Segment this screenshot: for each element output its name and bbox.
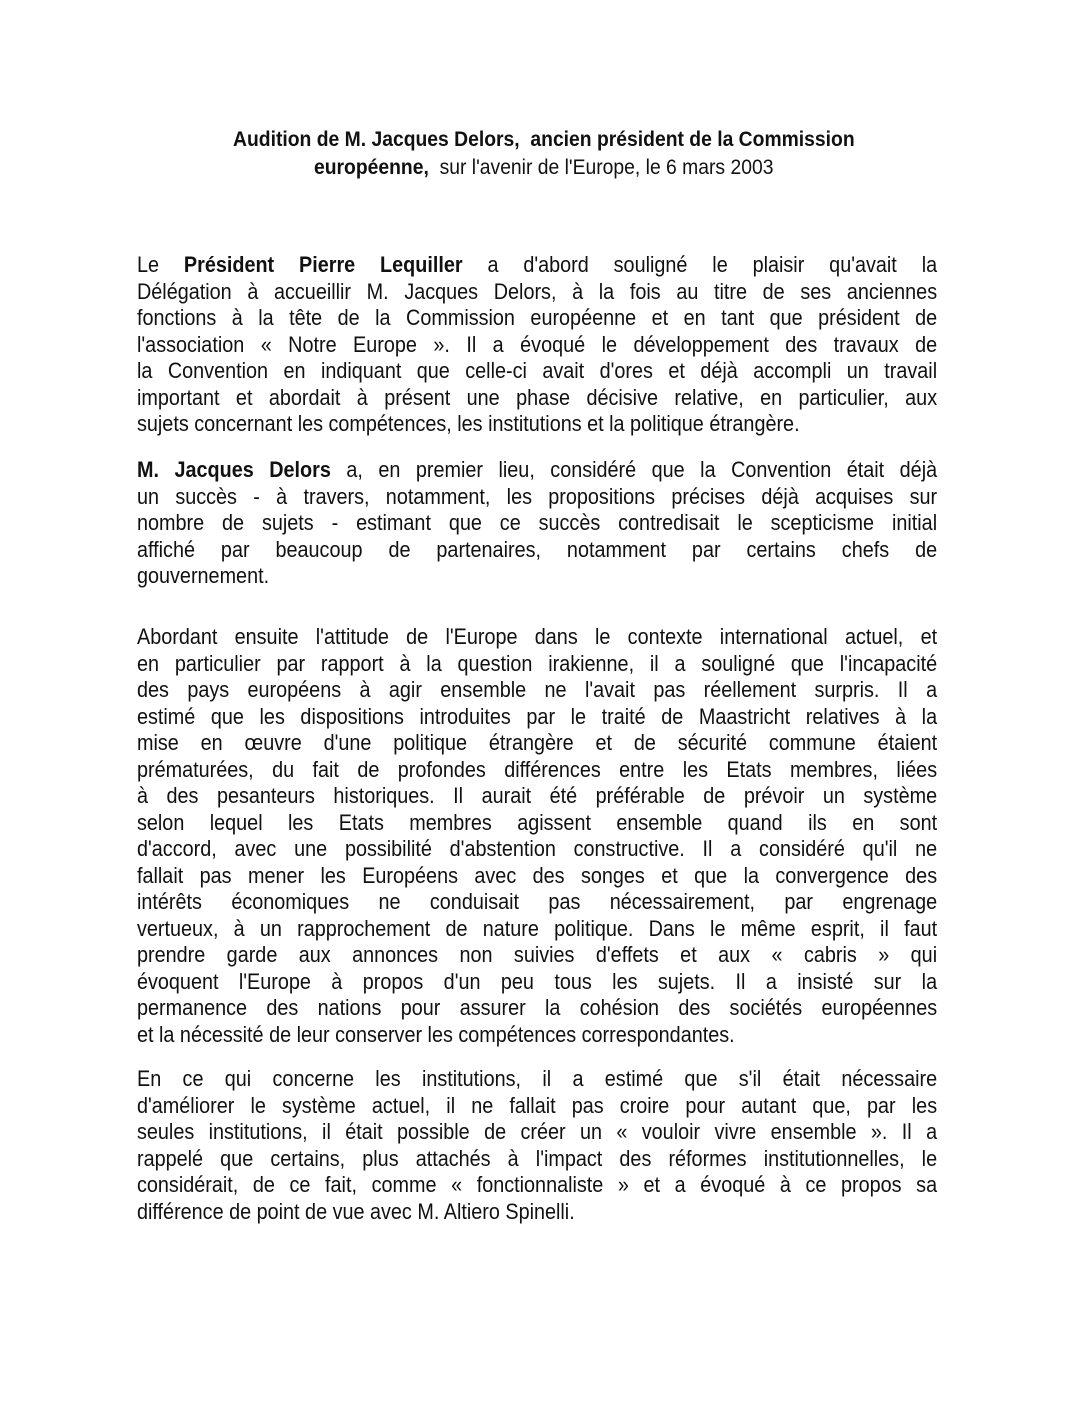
text-segment: selon lequel les Etats membres agissent ensemble quand ils en sont bbox=[137, 809, 938, 835]
text-line bbox=[137, 1146, 937, 1173]
text-segment: gouvernement. bbox=[137, 563, 270, 588]
text-segment: d'améliorer le système actuel, il ne fallait pas croire pour autant que, par les bbox=[137, 1092, 938, 1118]
text-segment: a, en premier lieu, considéré que la Convention était déjà bbox=[330, 457, 938, 482]
text-segment: différence de point de vue avec M. Altiero Spinelli. bbox=[137, 1198, 575, 1224]
text-line bbox=[137, 279, 937, 306]
text-line bbox=[137, 889, 937, 916]
text-line bbox=[137, 332, 937, 359]
text-segment: évoquent l'Europe à propos d'un peu tous les sujets. Il a insisté sur la bbox=[137, 968, 938, 994]
text-line bbox=[137, 1093, 937, 1120]
text-segment: Le bbox=[137, 252, 184, 277]
text-line bbox=[137, 704, 937, 731]
document-title bbox=[0, 126, 1088, 182]
text-segment: seules institutions, il était possible de créer un « vouloir vivre ensemble ». Il a bbox=[137, 1119, 938, 1144]
text-segment: fallait pas mener les Européens avec des songes et que la convergence des bbox=[137, 862, 938, 888]
text-segment: Délégation à accueillir M. Jacques Delors, à la fois au titre de ses anciennes bbox=[137, 278, 938, 304]
text-line bbox=[137, 969, 937, 996]
text-line bbox=[137, 537, 937, 564]
text-segment: prématurées, du fait de profondes différences entre les Etats membres, liées bbox=[137, 756, 938, 782]
title-line-2 bbox=[314, 154, 773, 182]
paragraph-institutions bbox=[137, 1066, 937, 1225]
text-line bbox=[137, 863, 937, 890]
text-line bbox=[137, 385, 937, 412]
text-segment: affiché par beaucoup de partenaires, notamment par certains chefs de bbox=[137, 536, 938, 562]
paragraph-delors-convention bbox=[137, 457, 937, 590]
text-segment: à des pesanteurs historiques. Il aurait été préférable de prévoir un système bbox=[137, 783, 938, 808]
text-line bbox=[137, 1172, 937, 1199]
text-line bbox=[137, 730, 937, 757]
title-line-1 bbox=[233, 126, 855, 154]
text-segment: considérait, de ce fait, comme « fonctionnaliste » et a évoqué à ce propos sa bbox=[137, 1172, 938, 1197]
text-segment: permanence des nations pour assurer la cohésion des sociétés européennes bbox=[137, 995, 938, 1020]
text-segment: nombre de sujets - estimant que ce succès contredisait le scepticisme initial bbox=[137, 510, 938, 535]
text-segment: en particulier par rapport à la question irakienne, il a souligné que l'incapacité bbox=[137, 650, 938, 676]
text-segment: un succès - à travers, notamment, les propositions précises déjà acquises sur bbox=[137, 483, 938, 509]
text-segment: important et abordait à présent une phase décisive relative, en particulier, aux bbox=[137, 384, 938, 410]
text-line bbox=[137, 1022, 937, 1049]
bold-text: Audition de M. Jacques Delors, ancien président de la Commission bbox=[233, 128, 855, 151]
text-line bbox=[137, 783, 937, 810]
text-segment: intérêts économiques ne conduisait pas nécessairement, par engrenage bbox=[137, 889, 938, 914]
text-segment: la Convention en indiquant que celle-ci avait d'ores et déjà accompli un travail bbox=[137, 358, 938, 383]
text-line bbox=[137, 305, 937, 332]
text-segment: l'association « Notre Europe ». Il a évoqué le développement des travaux de bbox=[137, 331, 938, 357]
text-line bbox=[137, 995, 937, 1022]
text-segment: sujets concernant les compétences, les institutions et la politique étrangère. bbox=[137, 411, 800, 436]
text-line bbox=[137, 651, 937, 678]
text-segment: des pays européens à agir ensemble ne l'avait pas réellement surpris. Il a bbox=[137, 677, 938, 702]
text-segment: prendre garde aux annonces non suivies d'effets et aux « cabris » qui bbox=[137, 942, 938, 967]
text-line bbox=[137, 484, 937, 511]
text-line bbox=[137, 358, 937, 385]
text-segment: En ce qui concerne les institutions, il a estimé que s'il était nécessaire bbox=[137, 1066, 938, 1091]
text-line bbox=[137, 757, 937, 784]
text-line bbox=[137, 677, 937, 704]
text-line bbox=[137, 942, 937, 969]
text-line bbox=[137, 252, 937, 279]
text-segment: d'accord, avec une possibilité d'abstention constructive. Il a considéré qu'il ne bbox=[137, 836, 938, 861]
text-segment: sur l'avenir de l'Europe, le 6 mars 2003 bbox=[429, 156, 774, 179]
bold-text: européenne, bbox=[314, 156, 430, 179]
text-segment: mise en œuvre d'une politique étrangère et de sécurité commune étaient bbox=[137, 730, 938, 755]
text-line bbox=[137, 916, 937, 943]
text-line bbox=[137, 457, 937, 484]
text-segment: fonctions à la tête de la Commission européenne et en tant que président de bbox=[137, 305, 938, 330]
text-line bbox=[137, 411, 937, 438]
text-line bbox=[137, 510, 937, 537]
text-segment: rappelé que certains, plus attachés à l'impact des réformes institutionnelles, le bbox=[137, 1145, 938, 1171]
text-line bbox=[137, 810, 937, 837]
bold-text: Président Pierre Lequiller bbox=[183, 252, 463, 277]
text-segment: vertueux, à un rapprochement de nature politique. Dans le même esprit, il faut bbox=[137, 915, 938, 941]
paragraph-international-context bbox=[137, 624, 937, 1048]
text-line bbox=[137, 1119, 937, 1146]
text-segment: Abordant ensuite l'attitude de l'Europe dans le contexte international actuel, et bbox=[137, 624, 938, 649]
text-segment: et la nécessité de leur conserver les compétences correspondantes. bbox=[137, 1021, 735, 1047]
text-line bbox=[137, 836, 937, 863]
text-line bbox=[137, 624, 937, 651]
text-line bbox=[137, 563, 937, 590]
text-segment: estimé que les dispositions introduites par le traité de Maastricht relatives à la bbox=[137, 703, 938, 729]
text-segment: a d'abord souligné le plaisir qu'avait la bbox=[462, 252, 938, 277]
text-line bbox=[137, 1066, 937, 1093]
text-line bbox=[137, 1199, 937, 1226]
paragraph-president-intro bbox=[137, 252, 937, 438]
bold-text: M. Jacques Delors bbox=[137, 457, 331, 482]
